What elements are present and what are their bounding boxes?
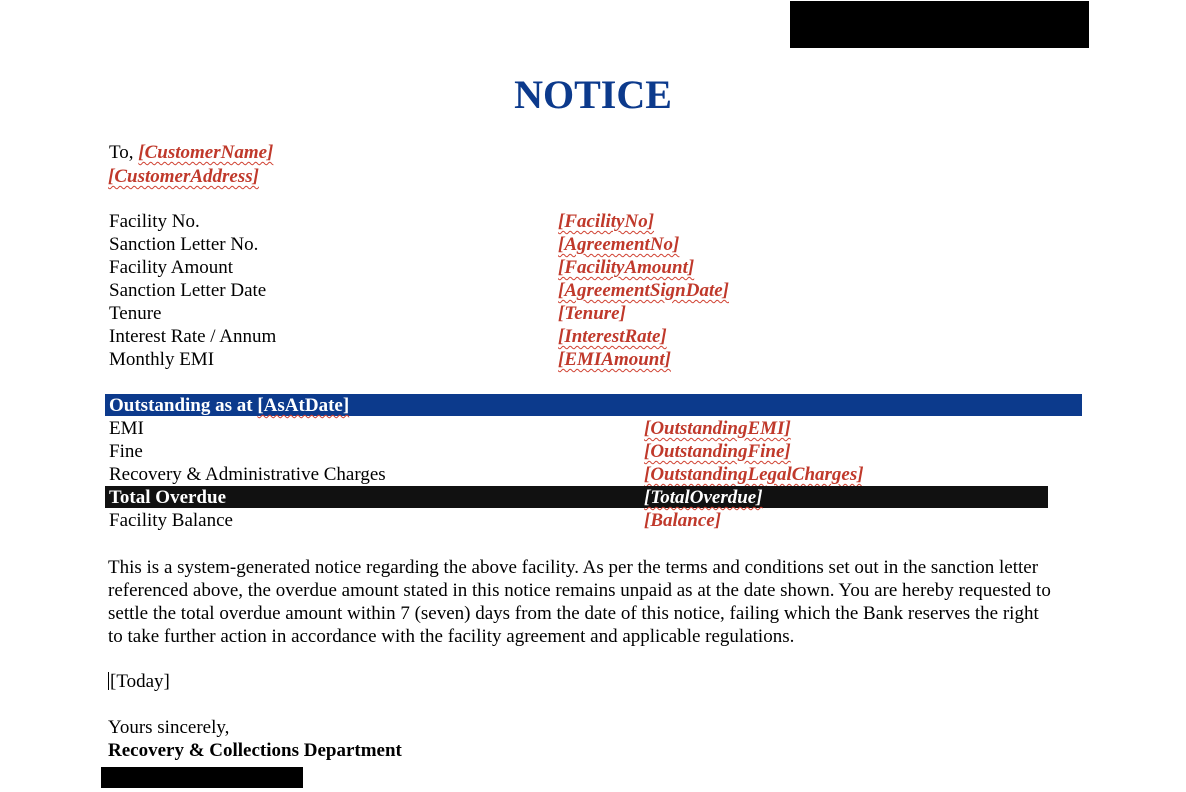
total-overdue-value: [644, 486, 763, 509]
total-overdue-band: [105, 486, 1048, 508]
monthly-emi-value: [558, 348, 671, 371]
balance-placeholder: [Balance]: [644, 510, 722, 531]
outstanding-legal-charges-placeholder: [OutstandingLegalCharges]: [644, 464, 864, 485]
sanction-letter-no-label: Sanction Letter No.: [109, 234, 259, 255]
facility-amount-value: [558, 256, 694, 279]
recovery-charges-label: Recovery & Administrative Charges: [109, 464, 386, 485]
facility-no-placeholder: [FacilityNo]: [558, 211, 655, 232]
outstanding-fine-label: Fine: [109, 441, 143, 462]
facility-balance-label: Facility Balance: [109, 510, 233, 531]
outstanding-fine-placeholder: [OutstandingFine]: [644, 441, 791, 462]
facility-no-value: [558, 210, 654, 233]
today-placeholder: [Today]: [110, 671, 170, 692]
tenure-value: [558, 302, 626, 325]
redaction-box-bottom: [101, 767, 303, 788]
to-prefix: To,: [109, 142, 139, 163]
outstanding-emi-label: EMI: [109, 418, 144, 439]
notice-title: NOTICE: [514, 72, 672, 117]
tenure-placeholder: [Tenure]: [558, 303, 626, 324]
department-signature: Recovery & Collections Department: [108, 740, 402, 761]
outstanding-header: [109, 394, 349, 417]
recipient-line: [109, 141, 273, 164]
agreement-no-placeholder: [AgreementNo]: [558, 234, 680, 255]
interest-rate-placeholder: [InterestRate]: [558, 326, 667, 347]
outstanding-emi-value: [644, 417, 791, 440]
as-at-date-placeholder: [AsAtDate]: [257, 395, 350, 416]
customer-name-placeholder: [CustomerName]: [138, 142, 274, 163]
emi-amount-placeholder: [EMIAmount]: [558, 349, 671, 370]
total-overdue-placeholder: [TotalOverdue]: [644, 487, 763, 508]
customer-address-placeholder: [CustomerAddress]: [108, 166, 259, 187]
outstanding-emi-placeholder: [OutstandingEMI]: [644, 418, 791, 439]
recovery-charges-value: [644, 463, 864, 486]
interest-rate-value: [558, 325, 667, 348]
facility-balance-value: [644, 509, 721, 532]
customer-address-line: [108, 165, 259, 188]
redaction-box-top: [790, 1, 1089, 48]
total-overdue-label: Total Overdue: [109, 487, 226, 508]
sanction-letter-date-label: Sanction Letter Date: [109, 280, 267, 301]
text-cursor: [108, 672, 109, 690]
agreement-sign-date-placeholder: [AgreementSignDate]: [558, 280, 729, 301]
monthly-emi-label: Monthly EMI: [109, 349, 215, 370]
notice-body-paragraph: This is a system-generated notice regarding the above facility. As per the terms and conditions set out in the sanction letter referenced above, the overdue amount stated in this notice remains unpaid as at the date shown. You are hereby requested to settle the total overdue amount within 7 (seven) days from the date of this notice, failing which the Bank reserves the right to take further action in accordance with the facility agreement and applicable regulations.: [108, 557, 1051, 647]
facility-no-label: Facility No.: [109, 211, 200, 232]
interest-rate-label: Interest Rate / Annum: [109, 326, 277, 347]
tenure-label: Tenure: [109, 303, 162, 324]
facility-amount-placeholder: [FacilityAmount]: [558, 257, 695, 278]
date-line: [108, 670, 170, 693]
sanction-letter-no-value: [558, 233, 679, 256]
closing-salutation: Yours sincerely,: [108, 717, 230, 738]
facility-amount-label: Facility Amount: [109, 257, 234, 278]
outstanding-fine-value: [644, 440, 791, 463]
outstanding-header-text: Outstanding as at: [109, 395, 258, 416]
sanction-letter-date-value: [558, 279, 729, 302]
